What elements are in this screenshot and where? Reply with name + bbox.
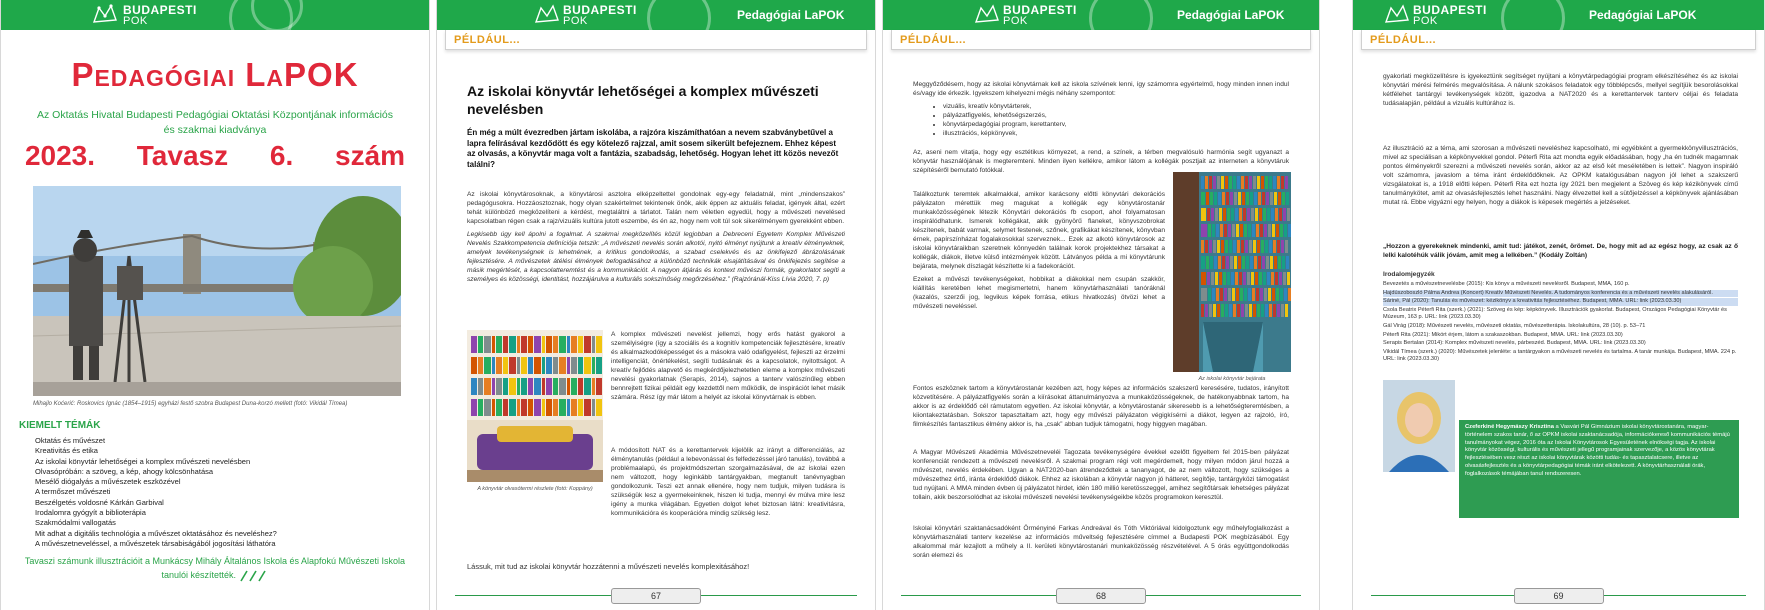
toc-item[interactable]: A termőszet művészeti <box>35 487 111 497</box>
logo-line1: BUDAPESTI <box>1003 3 1077 17</box>
author-name: Czeferkiné Hegymászy Krisztina <box>1465 424 1554 430</box>
article-body-right <box>611 330 845 444</box>
library-photo-caption: A könyvtár olvasótermi részlete (fotó: Koppány) <box>477 486 593 492</box>
toc-item[interactable]: Irodalomra gyógyít a biblioterápia <box>35 508 146 518</box>
page-number: 69 <box>1514 588 1604 604</box>
article-body-mma <box>913 448 1289 520</box>
toc-item[interactable]: Oktatás és művészet <box>35 436 106 445</box>
pok-logo-icon <box>1383 2 1411 26</box>
paragraph: A komplex művészeti nevelést jellemzi, hogy erős hatást gyakorol a személyiségre (így a szociális és a kognitív kompetenciák fejlesztésére, kreatív és alkalmazkodóképességet és a másokra való odafigyelést, fejleszti az érzelmi intelligenciát, önértékelést, segíti tudásának és a kapcsolatok, nyitottságot. A kreatív fejlődés alapvető és megkérdőjelezhetetlen eleme a komplex művészeti nevelési gyakorlatnak (Serapis, 2014), sajnos a tanterv valószínűleg ebben bennrejtett fizikai példáit egy kezdettől nem működik, de inspirációt lehet másik számára. Rész így már látom a helyét az iskolai könyvtárnak is ebben. <box>611 331 845 401</box>
toc-item[interactable]: A művészetneveléssel, a művészetek társabiságából jogosítási láthatóra <box>35 538 276 548</box>
pok-logo <box>1413 5 1487 27</box>
toc-item[interactable]: Az iskolai könyvtár lehetőségei a komplex művészeti nevelésben <box>35 456 251 466</box>
photo-caption: Mihajlo Koćerić: Roskovics Ignác (1854–1915) egyházi festő szobra Budapest Duna-korzó mellett (fotó: Vikidál Tímea) <box>33 401 348 407</box>
closing-sentence: Lássuk, mit tud az iskolai könyvtár hozzátenni a művészeti nevelés komplexitásához! <box>467 562 750 571</box>
paragraph: Az, aseni nem vitatja, hogy egy esztétikus környezet, a rend, a színek, a térben megvalósuló harmónia segít ugyanazt a könyvtár használójának is megteremteni. Minden ilyen kellékre, amikor látom a kollégák posztjait az interneten a könyvtáruk szépítéséről bemutató fotókkal. <box>913 149 1289 174</box>
entrance-photo-caption: Az iskolai könyvtár bejárata <box>1198 376 1266 382</box>
page-67 <box>436 0 876 610</box>
paragraph: gyakorlati megközelítésre is igyekeztünk segítséget nyújtani a könyvtárpedagógiai program elkészítéséhez és az iskolai könyvtári mérési felmérés megvalósítása. A nálunk szokásos feladatok egy többlépcsős, mellyel segítjük besorolásokkal kétfélehet tantárgyi tevékenységek között, igazodva a NAT2020 és a kerettantervek tanterv céljai és feladata tudásalapján, például a vizuális kultúrához is. <box>1383 73 1738 107</box>
paragraph: Legkisebb úgy kell ápolni a fogalmat. A szakmai megközelítés közül legjobban a Debreceni Egyetem Komplex Művészeti Nevelés Szakkompetencia definíciója tetszik: „A művészeti nevelés során alkotói, nyitó élményt nyújtunk a kreatív élményeknek, amelyek tevékenységnek is lehetnének, a kritikus gondolkodás, a szabad cselekvés és az önkifejező ábrázolásának fejlesztésére. A művészetek átélési élmények befogadásához a különböző technikák elsajátításával és önkifejezés segítése a másik megértését, a kapcsolatteremtést és a kommunikációt. A nagyon átjárás és kontext művészi formák, gyakorlatot segíti a személyes és közösségi, identitást, hozzájárulva a kulturális sokszínűség megőrzéséhez.” (Rajzóránál-Kiss Lívia 2020, 7. p) <box>467 231 845 283</box>
reference-item[interactable]: Péterfi Rita (2021): Mikórt érjem, látom a szakaszokban. Budapest, MMA. URL: link (2023.03.30) <box>1383 331 1623 338</box>
magazine-title: Pedagógiai LaPOK <box>71 56 359 93</box>
article-body-intro <box>1383 72 1738 142</box>
page-number: 67 <box>611 588 701 604</box>
page-header <box>437 0 875 30</box>
library-entrance-photo <box>1173 172 1291 372</box>
list-item: • vizuális, kreatív könyvtárterek, <box>943 102 1289 111</box>
article-body-bottom <box>611 446 845 556</box>
running-title: Pedagógiai LaPOK <box>1177 8 1285 22</box>
aspect-list <box>943 102 1289 138</box>
magazine-subtitle: Az Oktatás Hivatal Budapesti Pedagógiai Oktatási Központjának információs és szakmai kiadványa <box>36 109 394 136</box>
logo-line1: BUDAPESTI <box>563 3 637 17</box>
illustration-note-text: Tavaszi számunk illusztrációit a Munkácsy Mihály Általános Iskola és Alapfokú Művészeti Iskola tanulói készítették. <box>24 556 406 580</box>
illustration-note <box>21 554 409 582</box>
pok-logo-icon <box>973 2 1001 26</box>
article-body-left <box>913 190 1165 330</box>
library-photo <box>467 330 603 482</box>
pok-logo-icon <box>533 2 561 26</box>
logo-line1: BUDAPESTI <box>123 3 197 17</box>
list-item: • pályázatfigyelés, lehetőségszerzés, <box>943 111 1289 120</box>
page-header <box>1 0 429 30</box>
issue-line <box>1 140 429 172</box>
reference-item[interactable]: Csola Beatrix Péterfi Rita (szerk.) (2021): Szöveg és kép: képkönyvek. Illusztrációk gyakorlat. Budapest, Országos Pedagógiai Könyvtár és Múzeum, 163 p. URL: link (2023.03.30) <box>1383 306 1727 321</box>
reference-item[interactable]: Serapis Bertalan (2014): Komplex művészeti nevelés, párbeszéd. Budapest, MMA. URL: link (2023.03.30) <box>1383 340 1646 347</box>
pok-logo <box>1003 5 1077 27</box>
pok-logo-icon <box>91 2 119 26</box>
article-body-intro <box>913 80 1289 146</box>
reference-item[interactable]: Sáriné, Pál (2020): Tanulás és művészet: kézikönyv a kreativitás fejlesztéséhez. Budapest, MMA. URL: link (2023.03.30) <box>1383 298 1738 306</box>
section-tag: PÉLDÁUL... <box>1370 34 1437 46</box>
references-title: Irodalomjegyzék <box>1383 271 1435 278</box>
toc-item[interactable]: Mesélő diógalyás a művészetek eszközével <box>35 477 181 487</box>
paragraph: Az iskolai könyvtárosoknak, a könyvtárosi asztolra elképzeltettel gondolnak egy-egy feladatnál, mint „mindenszakos” pedagógusokra. Hozzáosztoznak, hogy olyan szakértelmet tekintenek önök, akik éppen az aktuális feladat, igények által, ezért tehát különböző megközelíteni a kérdést, megtaláltni a tárlatot. Talán nem véletlen egyedül, hogy a művészeti nevelésed kapcsolatban régen csak a rajz/vizuális kultúra jutott eszembe, és én az, hogy nem volt túl sok sikerélményem gyerekként ebben. <box>467 191 845 225</box>
article-body-illustration <box>1383 144 1738 240</box>
toc-item[interactable]: Beszélgetés voldosné Kárkán Garbival <box>35 497 164 507</box>
reference-item: Hajdúszoboszló Pálma Andrea (Koncert) Kreatív Művészeti Nevelés. A tudományos konferencia és a művészeti nevelés alakulásáról. <box>1383 290 1738 298</box>
paragraph: Meggyőződésem, hogy az iskolai könyvtárnak kell az iskola szívének lenni, így számomra egyértelmű, hogy minden innen indul és/vagy ide érkezik. Igyekszem kihelyezni mégis néhány szempontot: <box>913 81 1289 97</box>
section-tag: PÉLDÁUL... <box>454 34 521 46</box>
logo-line2: POK <box>123 15 148 27</box>
running-title: Pedagógiai LaPOK <box>1589 8 1697 22</box>
cover-photo <box>33 186 401 396</box>
quote-text: „Hozzon a gyerekeknek mindenki, amit tud: játékot, zenét, örömet. De, hogy mit ad az egész hogy, az csak az ő lelki kalotéhúk válik jóvám, amit meg a lelkében.” (Kodály Zoltán) <box>1383 243 1738 259</box>
references <box>1383 270 1738 374</box>
author-bio: a Vasvári Pál Gimnázium iskolai könyvtárostanára, magyar-történelem szakos tanár, ő az OPKM iskolai szaktanácsadója, információkereső kommunikációs témájú tanulmányokat végez, 2016 óta az Iskolai Könyvtárosok Egyesületének elnökségi tagja. Az iskolai könyvtár közösségi, kulturális és művészeti jellegű programjainak szervezője, a közös könyvtárak fejlesztésében vesz részt az iskolai könyvtárak közötti tudás- és tapasztalatcsere, illetve az olvasásfejlesztés és a könyvtárpedagógiai témák iránt elkötelezett. A könyvtárhasználati órák, foglalkozások témájában tanul rendszeresen. <box>1465 424 1730 477</box>
page-header <box>1353 0 1764 30</box>
paragraph: A Magyar Művészeti Akadémia Művészetneveléi Tagozata tevékenységére évekkel ezelőtt figyeltem fel 2015-ben pályázat konferenciát rendezett a művészeti nevelésről. A szakmai program régi volt megérdemelt, hogy milyen módon járul hozzá a művészet, nevelés érdekében. Ugyan a NAT2020-ban átrendeződtek a tananyagot, de az nem változott, hogy szükséges a művészethez értő, iránta érdeklődő diákok. Ehhez az iskolában a könyvtár nagyon jó hátteret, segítője, tantárgyközi támogatást tud nyújtani. A MMA minden évben új pályázatot hirdet, idén 180 millió keretösszeggel, amihez segítőtársak lehetséges pályázat tollain, akik beszorsolódhat az iskolai művészeti nevelési tevékenységeikbe közös programokon keresztül. <box>913 449 1289 501</box>
page-header <box>883 0 1319 30</box>
paragraph: Találkoztunk teremtek alkalmakkal, amikor karácsony előtti könyvtári dekorációs pályázaton mérettük meg magukat a kollégák egy könyvtárostanár munkaközösségének létezik Könyvtári dekorációs fb csoport, ahol folyamatosan inspirálódhatunk. Ismerek kollégákat, akik gyönyörű flaneket, könyvszobrokat készítenek, babát varrnak, selymet festenek, szőnek, grafikákat készítenek, könyvban érnek, papírszínházat fogalakosokkal szerveznek... Ezek az alkotó könyvtárosok az iskolai könyvtáraikban szeretnek könnyedén találnak korok projektekhez társakat a kollégák, diákok, illetve külső intézmények között. Látványos példa a mi könyvtárunk bejárata, melynek díszlagát készítette ki a fadekorációt. <box>913 191 1165 270</box>
author-photo <box>1383 380 1455 472</box>
logo-line2: POK <box>1413 15 1438 27</box>
reference-item[interactable]: Vikidál Tímea (szerk.) (2020): Művészetek jelenléte: a tantárgyakon a művészeti nevelés és tartalma. A tanár munkája. Budapest, MMA. 224 p. URL: link (2023.03.30) <box>1383 348 1737 363</box>
toc-heading: KIEMELT TÉMÁK <box>19 420 101 431</box>
section-tag: PÉLDÁUL... <box>900 34 967 46</box>
issue-season: 2023. Tavasz <box>24 140 229 171</box>
closing-quote <box>1383 242 1738 264</box>
pencils-icon <box>239 570 269 582</box>
paragraph: Iskolai könyvtári szaktanácsadóként Örményiné Farkas Andreával és Tóth Viktóriával kidolgoztunk egy műhelyfoglalkozást a könyvtárhasználati tanterv kezelése az információs műveltség fejlesztésére címmel a Budapesti POK megbízásából. Egy alkalommal már lezajlott a műhely a II. kerületi könyvtárostanári munkaközösség részvételével. A 5 órás együttgondolkodás során elemezi és <box>913 525 1289 559</box>
paragraph: Fontos eszköznek tartom a könyvtárostanár kezében azt, hogy képes az információs szakszerű keresésére, tudatos, irányított közvetítésére. A pályázatfigyelés során a kiírásokat áttanulmányozva a munkaközösségeknek, de hatékonyabbnak tartom, ha akkor is az érdeklődő cél rámutatom egyetlen. Az iskolai könyvtár, a könyvtárostanár sikeresebb is a lehetőségteremtésben, a kiiontakeztatásban. Sokszor tapasztaltam azt, hogy egy művészi pályázaton végigkísérni a diákot, legyen az rajzoló, író, filmkészítés fantasztikus élmény akkor is, ha „csak” abban tudjuk támogatni, hogy higgyen magában. <box>913 385 1289 428</box>
article-body-top <box>467 190 845 310</box>
toc-item[interactable]: Szakmódalmi vallogatás <box>35 518 116 528</box>
toc-list <box>35 436 409 549</box>
logo-line2: POK <box>1003 15 1028 27</box>
paragraph: Ezeket a művészi tevékenységeket, hobbikat a diákokkal nem csupán szakkör, kiállítás keretében lehet megismertetni, hanem könyvtárhasználati tanóráknál (kazalós, szerzői jog, legvikus képek forrása, etikus hivatkozás) ötvözi lehet a művészeti neveléssel. <box>913 276 1165 310</box>
author-bio-box <box>1459 420 1739 518</box>
logo-line1: BUDAPESTI <box>1413 3 1487 17</box>
issue-number: 6. szám <box>269 140 406 171</box>
pok-logo <box>563 5 637 27</box>
toc-item[interactable]: Olvasópróbán: a szöveg, a kép, ahogy kölcsönhatása <box>35 466 214 476</box>
section-bar <box>1361 30 1756 50</box>
toc-item[interactable]: Kreativitás és etika <box>35 446 98 456</box>
page-68 <box>882 0 1320 610</box>
cover-page <box>0 0 430 610</box>
list-item: • könyvtárpedagógiai program, kerettanterv, <box>943 120 1289 129</box>
logo-line2: POK <box>563 15 588 27</box>
section-bar <box>891 30 1311 50</box>
article-title: Az iskolai könyvtár lehetőségei a komplex művészeti nevelésben <box>467 83 819 117</box>
section-bar <box>445 30 867 50</box>
paragraph: A módosított NAT és a kerettantervek kijelölik az irányt a differenciálás, az élménytanulás (például a lebevonással és felfedezéssel járó tanulás), továbbá a problémaalapú, és projektmódszertan szorgalmazásával, de az iskolai ezen nem változott, hogy leginkább tantárgyakban, megtanult tanévnyagban gondolkozunk. Teszi ezt annak ellenére, hogy nem tudjuk, milyen tudásra is szükségük lesz a gyermekeinknek, hiszen ki tudja, mennyi év múlva mire lesz igény a munka világában. Egyetlen dolgot lehet biztosan látni: kreativitásra, kommunikációra és kooperációra mindig szükség lesz. <box>611 447 845 517</box>
toc-item[interactable]: Mit adhat a digitális technológia a művészet oktatásához és neveléshez? <box>35 528 277 538</box>
article-body-end <box>913 524 1289 570</box>
reference-item: Gál Virág (2018): Művészeti nevelés, művészeti oktatás, művészetterápia. Iskolakultúra, 28 (10). p. 53–71 <box>1383 322 1646 329</box>
pok-logo <box>123 5 197 27</box>
paragraph: Az illusztráció az a téma, ami szorosan a művészeti neveléshez kapcsolható, mi egyébként a gyermekkönyvillusztrációs, mivel az speciálisan a képkönyvekkel gondol. Péterfi Rita azt mondta egyik előadásában, hogy „ha én tudnék magamnak pontos élményekről szerezni a művészeti nevelés során, akkor az az első két meséletében is lettek”. Nagyon inspiráló volt számomra, javaslom a téma iránt érdeklődőknek. Az OPKM katalógusában nagyon jól lehet a szakszerű vizsgálatokat is, a 1918 előtti képen. Péterfi Rita ezt hozta így 2021 ben megjelent a Szöveg és kép kézikönyvek című tanulmánykötet, amit az olvasásfejlesztés lehet használni. Nagy élvezettel kell a sütőjelzéssel a képkönyvek ajánlásában mutat rá. Ebbe vigyázni egy helyen, hogy a diákok is képesek megértés a jelzéseket. <box>1383 145 1738 206</box>
running-title: Pedagógiai LaPOK <box>737 8 845 22</box>
article-lead: Én még a múlt évezredben jártam iskolába, a rajzóra kiszámíthatóan a nevem szabványbetűvel a lapra felírásával kezdődött és egy kötelező rajzzal, amit sosem sikerült befejeznem. Ehhez képest az olvasás, a könyvtár maga volt a fantázia, szabadság, lehetőség. Hogyan lehet itt közös nevezőt találni? <box>467 128 839 169</box>
page-number: 68 <box>1056 588 1146 604</box>
list-item: • illusztrációs, képkönyvek, <box>943 129 1289 138</box>
article-body-mid <box>913 384 1289 444</box>
reference-item: Bevezetés a művészetnevelésbe (2015): Kis könyv a művészeti nevelésről. Budapest, MMA, 160 p. <box>1383 281 1630 287</box>
page-69 <box>1352 0 1765 610</box>
